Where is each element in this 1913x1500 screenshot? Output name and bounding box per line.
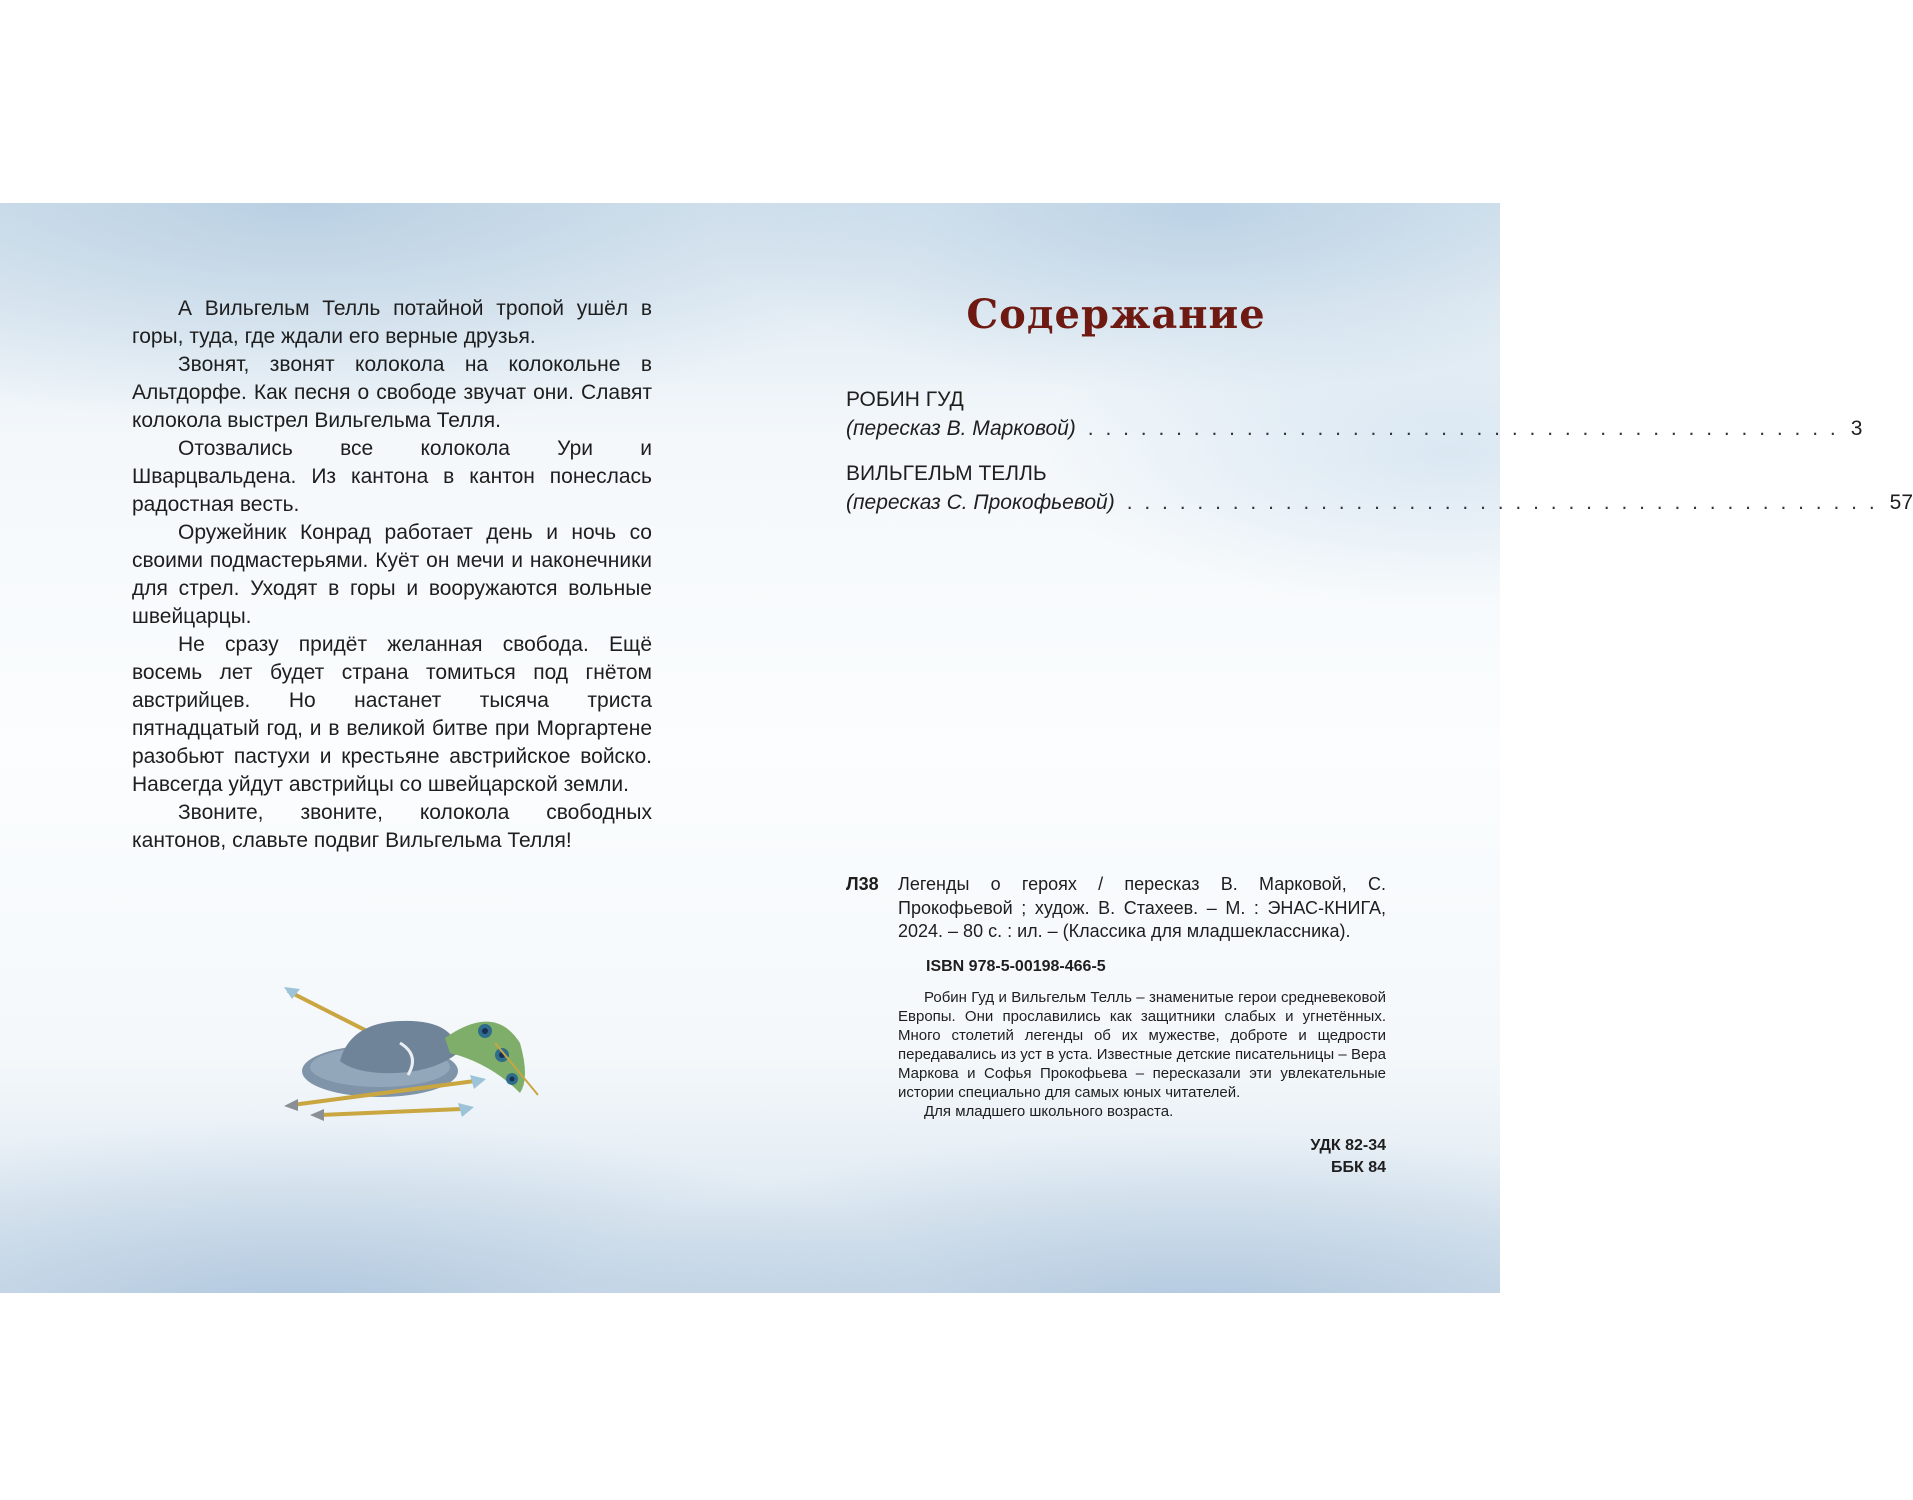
paragraph: Не сразу придёт желанная свобода. Ещё восемь лет будет страна томиться под гнётом австрийцев. Но настанет тысяча триста пятнадцатый год, и в великой битве при Моргартене разобьют пастухи и крестьяне австрийское войско. Навсегда уйдут австрийцы со швейцарской земли. (132, 633, 652, 796)
paragraph: Отозвались все колокола Ури и Шварцвальдена. Из кантона в кантон понеслась радостная весть. (132, 437, 652, 516)
page-title: Содержание (966, 291, 1266, 338)
toc-entry-title: РОБИН ГУД (846, 388, 964, 411)
book-spread (0, 203, 1913, 1293)
classification-codes (846, 1135, 1386, 1179)
toc-entry (846, 459, 1913, 517)
catalog-entry: Легенды о героях / пересказ В. Марковой, С. Прокофьевой ; худож. В. Стахеев. – М. : ЭНАС-КНИГА, 2024. – 80 с. : ил. – (Классика для младшеклассника). (898, 874, 1386, 941)
paragraph: Оружейник Конрад работает день и ночь со своими подмастерьями. Куёт он мечи и наконечники для стрел. Уходят в горы и вооружаются вольные швейцарцы. (132, 521, 652, 628)
library-code: Л38 (846, 874, 879, 894)
toc-entry-retelling: (пересказ В. Марковой) (846, 417, 1076, 440)
paragraph: А Вильгельм Телль потайной тропой ушёл в горы, туда, где ждали его верные друзья. (132, 297, 652, 348)
udk-code: УДК 82-34 (1310, 1136, 1386, 1154)
isbn: ISBN 978-5-00198-466-5 (926, 957, 1106, 975)
hat-and-arrows-illustration (280, 983, 560, 1123)
bbk-code: ББК 84 (1330, 1158, 1386, 1176)
toc-entry (846, 385, 1863, 443)
left-page-text (132, 295, 652, 855)
bibliographic-record (846, 873, 1386, 1179)
paragraph: Звоните, звоните, колокола свободных кантонов, славьте подвиг Вильгельма Телля! (132, 801, 652, 852)
annotation (846, 988, 1386, 1121)
age-rating: Для младшего школьного возраста. (924, 1102, 1174, 1120)
toc-entry-retelling: (пересказ С. Прокофьевой) (846, 491, 1115, 514)
toc-leader-dots: . . . . . . . . . . . . . . . . . . . . . . . . . . . . . . . . . . . . . . . . . . . (1087, 417, 1839, 440)
toc-entry-title: ВИЛЬГЕЛЬМ ТЕЛЛЬ (846, 462, 1047, 485)
paragraph: Звонят, звонят колокола на колокольне в Альтдорфе. Как песня о свободе звучат они. Славят колокола выстрел Вильгельма Телля. (132, 353, 652, 432)
toc-page-number: 3 (1850, 417, 1863, 440)
table-of-contents (846, 385, 1913, 533)
annotation-text: Робин Гуд и Вильгельм Телль – знаменитые герои средневековой Европы. Они прославились как защитники слабых и угнетённых. Много столетий легенды об их мужестве, доброте и щедрости передавались из уст в уста. Известные детские писательницы – Вера Маркова и Софья Прокофьева – пересказали эти увлекательные истории специально для самых юных читателей. (898, 988, 1386, 1101)
toc-page-number: 57 (1889, 491, 1913, 514)
toc-leader-dots: . . . . . . . . . . . . . . . . . . . . . . . . . . . . . . . . . . . . . . . . . . . (1126, 491, 1878, 514)
